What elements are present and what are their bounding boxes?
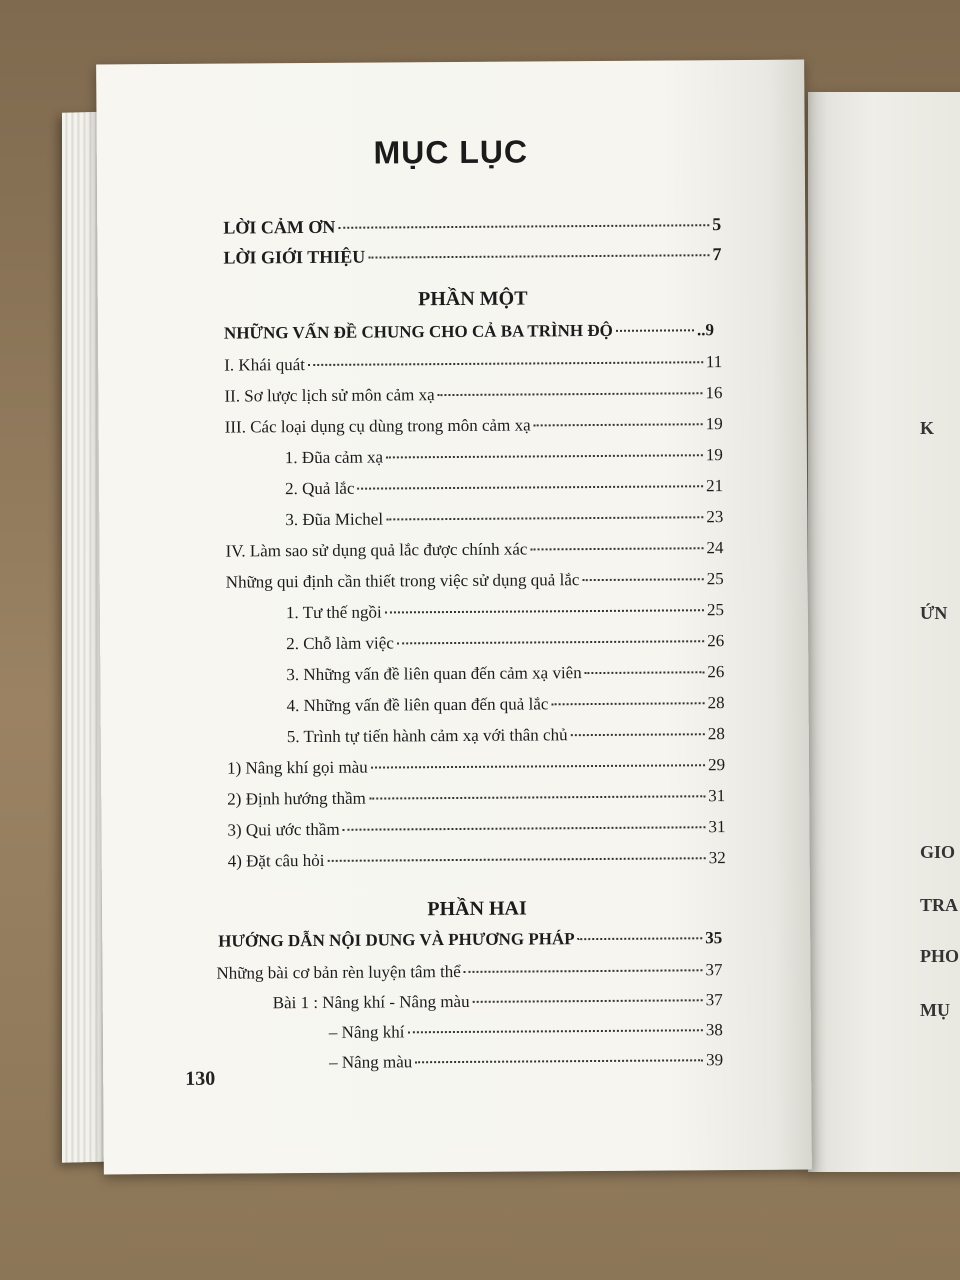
toc-entry[interactable] (216, 960, 722, 988)
page-number: 130 (185, 1067, 216, 1090)
toc-entry-page: 25 (706, 569, 724, 589)
dot-leader (616, 329, 694, 332)
toc-entry-label: Những qui định cần thiết trong việc sử dụng quả lắc (225, 570, 580, 592)
toc-entry-page: 31 (708, 786, 726, 806)
toc-entry-label: 3. Những vấn đề liên quan đến cảm xạ viên (286, 663, 582, 685)
toc-entry-label: – Nâng màu (329, 1052, 413, 1072)
toc-entry-page: 26 (707, 662, 725, 682)
toc-entry-label: 1) Nâng khí gọi màu (226, 757, 368, 778)
toc-entry[interactable] (227, 786, 725, 813)
toc-entry-page: 26 (707, 631, 725, 651)
toc-entry[interactable] (227, 755, 725, 782)
dot-leader (386, 454, 703, 458)
toc-entry[interactable] (225, 414, 723, 441)
toc-entry-page: ..9 (696, 320, 715, 340)
toc-entry-label: 1. Tư thế ngồi (285, 602, 382, 623)
dot-leader (397, 640, 704, 644)
dot-leader (551, 702, 704, 705)
toc-entry-page: 16 (705, 383, 723, 403)
toc-entry[interactable] (228, 848, 726, 875)
toc-entry[interactable] (287, 724, 725, 751)
toc-entry-label: Bài 1 : Nâng khí - Nâng màu (272, 991, 470, 1013)
toc-entry[interactable] (287, 693, 725, 720)
dot-leader (385, 609, 704, 613)
toc-entry-label: IV. Làm sao sử dụng quả lắc được chính xác (225, 539, 528, 561)
toc-entry-label: II. Sơ lược lịch sử môn cảm xạ (224, 385, 435, 406)
toc-entry-label: LỜI GIỚI THIỆU (223, 246, 366, 268)
toc-entry[interactable] (224, 383, 722, 410)
toc-entry-page: 28 (707, 724, 725, 744)
toc-entry-label: – Nâng khí (328, 1022, 405, 1042)
dot-leader (308, 361, 703, 366)
dot-leader (582, 578, 703, 581)
dot-leader (338, 224, 709, 229)
toc-entry[interactable] (224, 352, 722, 379)
facing-page-fragment: PHO (920, 946, 959, 966)
toc-entry-page: 31 (708, 817, 726, 837)
toc-entry-label: 4. Những vấn đề liên quan đến quả lắc (286, 694, 549, 716)
toc-entry-label: 3) Qui ước thầm (227, 819, 340, 840)
dot-leader (368, 254, 709, 258)
toc-entry-page: 37 (705, 990, 723, 1010)
toc-entry[interactable] (286, 600, 724, 627)
toc-entry-page: 19 (705, 445, 723, 465)
toc-entry-page: 19 (705, 414, 723, 434)
facing-page-fragment: ỨN (920, 603, 948, 623)
toc-entry-page: 7 (712, 244, 722, 265)
toc-entry[interactable] (273, 990, 723, 1017)
toc-entry-label: LỜI CẢM ƠN (223, 216, 336, 238)
page-title: MỤC LỤC (373, 133, 529, 171)
toc-entry-label: I. Khái quát (224, 355, 306, 375)
facing-page-fragment: K (920, 418, 935, 438)
toc-entry[interactable] (329, 1050, 723, 1077)
toc-entry-label: HƯỚNG DẪN NỘI DUNG VÀ PHƯƠNG PHÁP (218, 929, 575, 951)
dot-leader (343, 826, 706, 831)
toc-entry-page: 21 (706, 476, 724, 496)
facing-page-fragment: TRA (920, 895, 959, 915)
toc-entry-label: 2. Quả lắc (285, 478, 355, 499)
dot-leader (464, 969, 703, 973)
toc-entry-label: 4) Đặt câu hỏi (227, 850, 325, 871)
toc-entry-page: 37 (705, 960, 723, 980)
dot-leader (534, 423, 703, 426)
dot-leader (473, 999, 703, 1003)
toc-entry-page: 28 (707, 693, 725, 713)
part-heading: PHẦN HAI (427, 897, 527, 921)
toc-entry[interactable] (223, 244, 721, 271)
toc-entry-page: 29 (707, 755, 726, 775)
toc-entry[interactable] (224, 320, 714, 347)
toc-entry-page: 11 (705, 352, 723, 372)
toc-entry[interactable] (286, 631, 724, 658)
dot-leader (530, 547, 703, 550)
toc-entry-page: 5 (712, 214, 722, 235)
toc-entry-label: 5. Trình tự tiến hành cảm xạ với thân chủ (286, 725, 568, 747)
toc-entry-page: 38 (705, 1020, 723, 1040)
toc-entry[interactable] (223, 214, 721, 241)
toc-entry[interactable] (285, 445, 723, 472)
part-heading: PHẦN MỘT (417, 287, 528, 311)
toc-entry-label: III. Các loại dụng cụ dùng trong môn cảm xạ (224, 415, 531, 437)
dot-leader (407, 1029, 702, 1033)
toc-entry[interactable] (225, 538, 723, 565)
toc-entry-label: Những bài cơ bản rèn luyện tâm thể (216, 961, 461, 983)
toc-entry[interactable] (285, 476, 723, 503)
toc-entry[interactable] (286, 662, 724, 689)
dot-leader (371, 764, 705, 768)
dot-leader (571, 733, 705, 736)
toc-entry-page: 32 (708, 848, 726, 868)
toc-entry-page: 39 (706, 1050, 724, 1070)
toc-entry[interactable] (329, 1020, 723, 1047)
toc-entry-page: 23 (706, 507, 724, 527)
facing-page-fragment: MỤ (920, 1000, 950, 1020)
toc-entry-label: 1. Đũa cảm xạ (284, 447, 384, 468)
toc-entry-label: 2. Chỗ làm việc (286, 633, 394, 654)
toc-entry[interactable] (285, 507, 723, 534)
dot-leader (369, 795, 705, 799)
toc-page (96, 60, 812, 1175)
dot-leader (386, 516, 703, 520)
toc-entry[interactable] (218, 928, 722, 956)
toc-entry-label: 3. Đũa Michel (285, 509, 384, 530)
toc-entry-label: 2) Định hướng thầm (227, 788, 366, 809)
toc-entry[interactable] (226, 569, 724, 596)
dot-leader (578, 937, 703, 940)
toc-entry-page: 35 (705, 928, 723, 948)
dot-leader (438, 392, 703, 396)
toc-entry-label: NHỮNG VẤN ĐỀ CHUNG CHO CẢ BA TRÌNH ĐỘ (223, 320, 613, 343)
dot-leader (585, 671, 705, 674)
toc-entry[interactable] (227, 817, 725, 844)
toc-entry-page: 24 (706, 538, 724, 558)
toc-entry-page: 25 (706, 600, 725, 620)
dot-leader (357, 485, 703, 489)
dot-leader (415, 1059, 703, 1063)
dot-leader (327, 857, 705, 862)
facing-page-fragment: GIO (920, 842, 956, 862)
